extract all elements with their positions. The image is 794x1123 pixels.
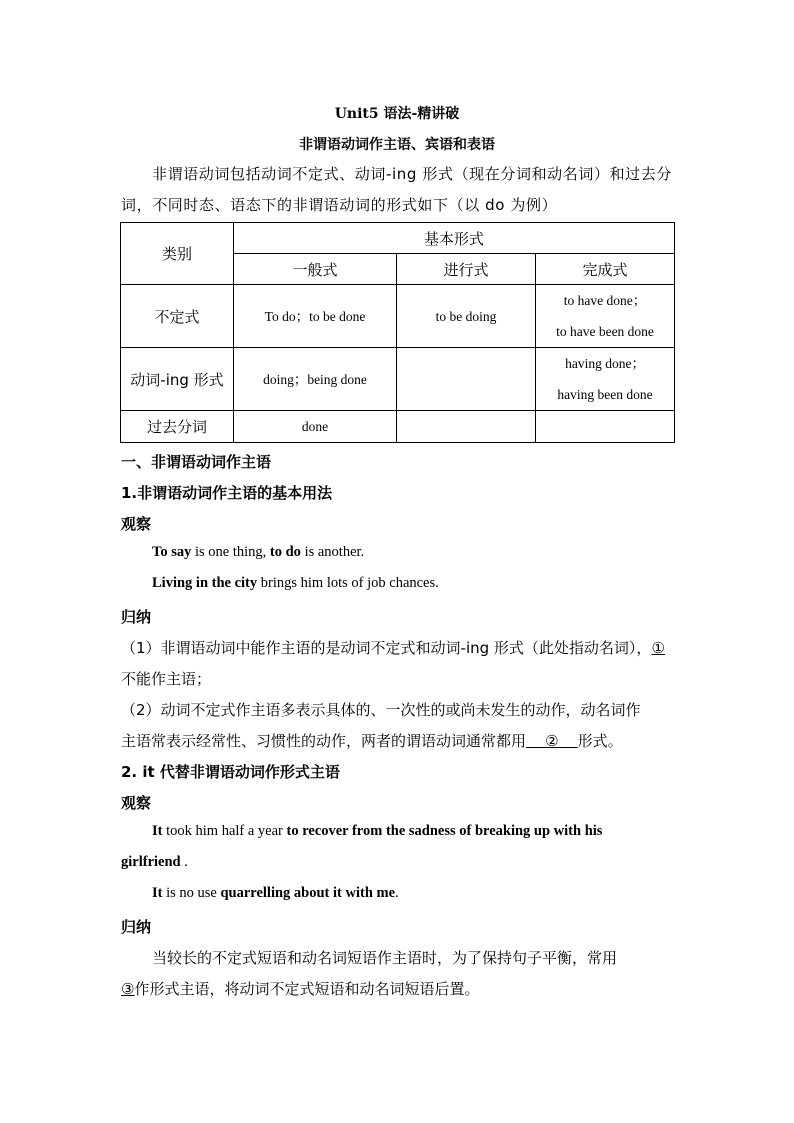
cell-perfect-line: having been done [557, 387, 653, 402]
table-row [121, 285, 675, 348]
example-text: took him half a year [162, 823, 287, 839]
summary-text: 当较长的不定式短语和动名词短语作主语时，为了保持句子平衡，常用 [152, 949, 618, 967]
cell-perfect [536, 411, 675, 443]
example-text: brings him lots of job chances. [257, 575, 439, 591]
summary-text: 作形式主语，将动词不定式短语和动名词短语后置。 [134, 980, 480, 998]
summary-point [121, 730, 623, 751]
example-bold: It [152, 885, 163, 901]
subsection-heading: 2. it 代替非谓语动词作形式主语 [121, 763, 340, 781]
page-title: Unit5 语法-精讲破 [334, 106, 460, 122]
example-sentence [152, 544, 364, 561]
cell-simple: To do；to be done [234, 285, 397, 348]
example-text: is another. [300, 544, 365, 560]
example-sentence [152, 575, 439, 592]
answer-blank: ③ [121, 980, 135, 998]
cell-progressive [397, 348, 536, 411]
page-subtitle: 非谓语动词作主语、宾语和表语 [299, 137, 495, 153]
row-label: 不定式 [121, 285, 234, 348]
answer-blank: ② [526, 732, 578, 750]
summary-text: （2）动词不定式作主语多表示具体的、一次性的或尚未发生的动作，动名词作 [121, 701, 641, 719]
subsection-heading: 1.非谓语动词作主语的基本用法 [121, 484, 333, 502]
summary-point [121, 637, 665, 658]
table-row [121, 348, 675, 411]
verb-forms-table [120, 222, 675, 443]
example-bold: to do [269, 544, 301, 560]
header-simple: 一般式 [234, 254, 397, 285]
summary-label: 归纳 [121, 608, 152, 626]
cell-perfect [536, 348, 675, 411]
table-header-row [121, 223, 675, 254]
cell-simple: doing；being done [234, 348, 397, 411]
summary-text: 主语常表示经常性、习惯性的动作，两者的谓语动词通常都用 [121, 732, 527, 750]
example-text: . [180, 854, 188, 870]
row-label: 动词-ing 形式 [121, 348, 234, 411]
cell-perfect [536, 285, 675, 348]
row-label: 过去分词 [121, 411, 234, 443]
example-bold: to recover from the sadness of breaking up with his [286, 823, 603, 839]
summary-text: 形式。 [577, 732, 623, 750]
section-heading: 一、非谓语动词作主语 [121, 453, 272, 471]
example-bold: quarrelling about it with me [220, 885, 396, 901]
summary-text: （1）非谓语动词中能作主语的是动词不定式和动词-ing 形式（此处指动名词）， [121, 639, 652, 657]
table-row [121, 411, 675, 443]
summary-text: 不能作主语； [121, 670, 212, 688]
header-progressive: 进行式 [397, 254, 536, 285]
example-bold: girlfriend [121, 854, 181, 870]
cell-progressive: to be doing [397, 285, 536, 348]
cell-perfect-line: to have done； [563, 293, 647, 308]
answer-blank: ① [651, 639, 665, 657]
example-bold: It [152, 823, 163, 839]
observe-label: 观察 [121, 794, 152, 812]
example-text: is no use [162, 885, 221, 901]
observe-label: 观察 [121, 515, 152, 533]
example-sentence [121, 854, 188, 871]
example-text: . [395, 885, 399, 901]
header-basic-form: 基本形式 [234, 223, 675, 254]
example-sentence [152, 885, 399, 902]
cell-perfect-line: to have been done [556, 324, 654, 339]
cell-simple: done [234, 411, 397, 443]
example-bold: To say [152, 544, 192, 560]
example-bold: Living in the city [152, 575, 258, 591]
header-category: 类别 [121, 223, 234, 285]
summary-label: 归纳 [121, 918, 152, 936]
intro-paragraph: 非谓语动词包括动词不定式、动词-ing 形式（现在分词和动名词）和过去分词，不同时态、语态下的非谓语动词的形式如下（以 do 为例） [121, 165, 672, 214]
example-sentence [152, 823, 602, 840]
cell-progressive [397, 411, 536, 443]
header-perfect: 完成式 [536, 254, 675, 285]
cell-perfect-line: having done； [565, 356, 645, 371]
example-text: is one thing, [191, 544, 270, 560]
summary-point [121, 978, 479, 999]
